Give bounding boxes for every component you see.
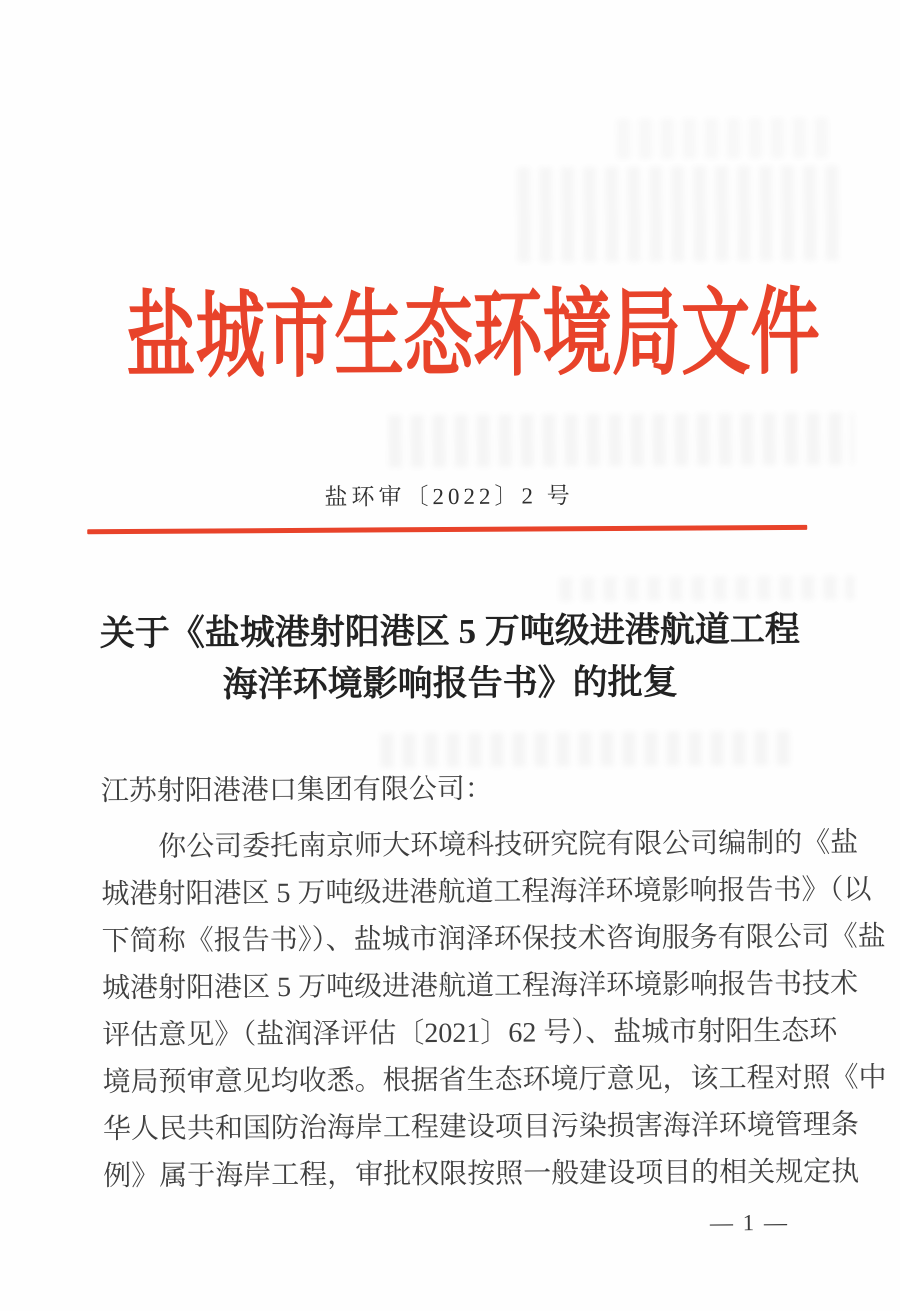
scan-bleedthrough-artifact bbox=[517, 166, 848, 263]
body-text-line: 下简称《报告书》）、盐城市润泽环保技术咨询服务有限公司《盐 bbox=[101, 921, 886, 958]
page-number: — 1 — bbox=[709, 1209, 790, 1236]
body-text-block bbox=[101, 820, 887, 1200]
scan-bleedthrough-artifact bbox=[560, 576, 855, 602]
document-title bbox=[0, 603, 900, 712]
agency-header-title bbox=[0, 273, 898, 398]
recipient-salutation: 江苏射阳港港口集团有限公司： bbox=[100, 773, 493, 808]
body-text-line: 境局预审意见均收悉。根据省生态环境厅意见，该工程对照《中 bbox=[102, 1062, 887, 1099]
red-separator-line bbox=[87, 525, 807, 534]
document-title-line-2: 海洋环境影响报告书》的批复 bbox=[222, 662, 678, 705]
body-text-line: 例》属于海岸工程，审批权限按照一般建设项目的相关规定执 bbox=[103, 1156, 860, 1193]
scan-bleedthrough-artifact bbox=[380, 731, 790, 768]
document-title-line-1: 关于《盐城港射阳港区 5 万吨级进港航道工程 bbox=[99, 609, 800, 654]
document-number: 盐环审〔2022〕2 号 bbox=[324, 483, 574, 510]
body-text-line: 你公司委托南京师大环境科技研究院有限公司编制的《盐 bbox=[158, 827, 859, 863]
body-text-line: 华人民共和国防治海岸工程建设项目污染损害海洋环境管理条 bbox=[102, 1109, 859, 1146]
agency-header-text: 盐城市生态环境局文件 bbox=[125, 279, 821, 390]
scan-bleedthrough-artifact bbox=[617, 118, 837, 159]
body-text-line: 评估意见》（盐润泽评估〔2021〕62 号）、盐城市射阳生态环 bbox=[102, 1015, 838, 1052]
body-text-line: 城港射阳港区 5 万吨级进港航道工程海洋环境影响报告书技术 bbox=[101, 968, 859, 1005]
scan-bleedthrough-artifact bbox=[389, 413, 854, 468]
body-text-line: 城港射阳港区 5 万吨级进港航道工程海洋环境影响报告书》（以 bbox=[101, 874, 872, 911]
